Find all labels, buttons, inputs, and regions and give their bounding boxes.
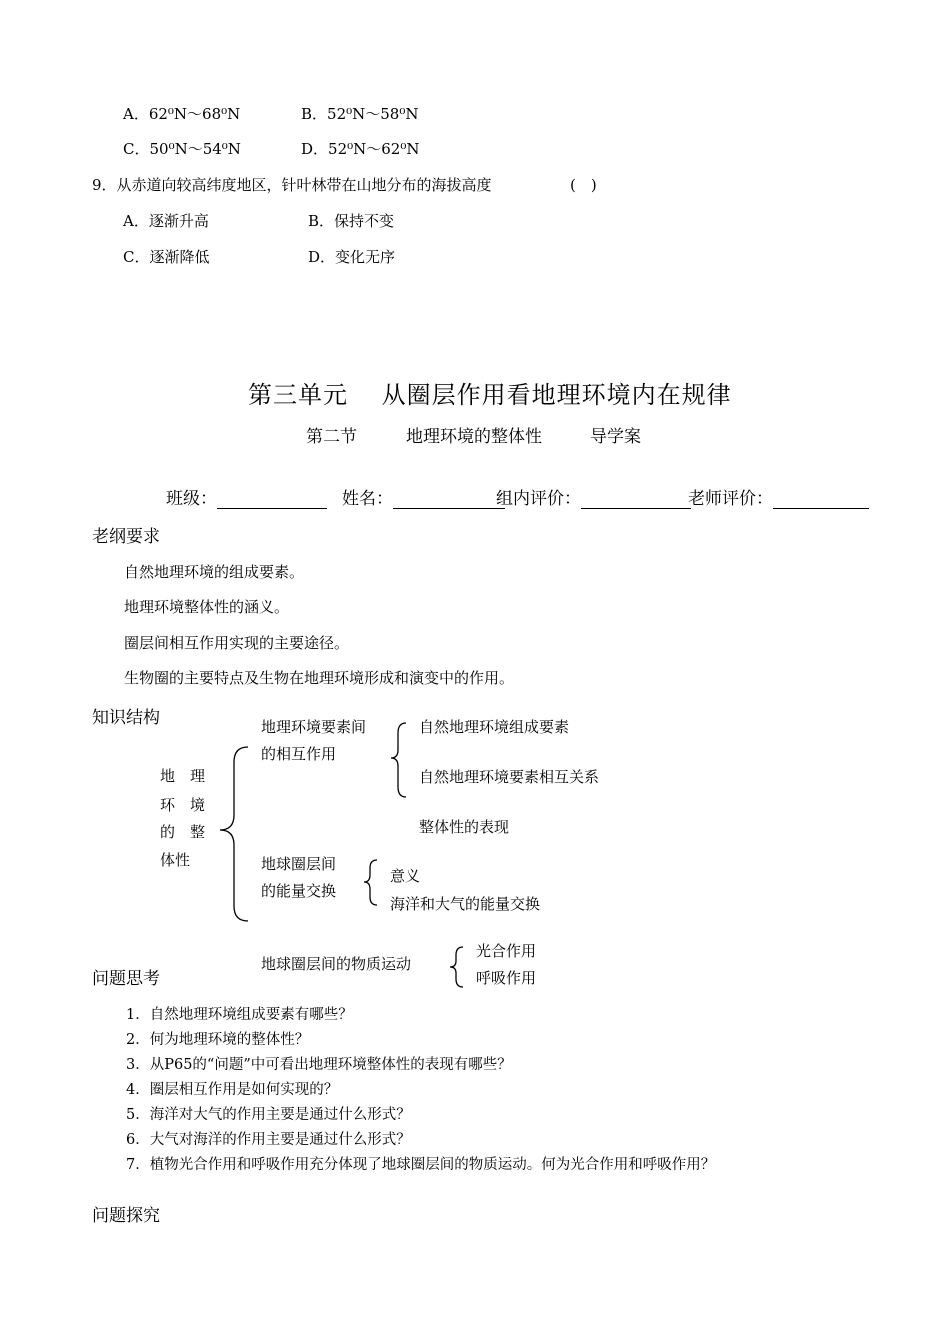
branch1-item: 整体性的表现 xyxy=(419,818,510,836)
knowledge-heading: 知识结构 xyxy=(92,708,160,728)
question-item: 3．从P65的“问题”中可看出地理环境整体性的表现有哪些？ xyxy=(126,1057,512,1073)
q8-option-b: B．52⁰N～58⁰N xyxy=(301,105,419,123)
question-item: 7．植物光合作用和呼吸作用充分体现了地球圈层间的物质运动。何为光合作用和呼吸作用？ xyxy=(126,1157,716,1173)
question-item: 6．大气对海洋的作用主要是通过什么形式？ xyxy=(126,1132,411,1148)
q9-answer-paren: ( ) xyxy=(570,176,597,194)
branch3-item: 光合作用 xyxy=(476,942,537,960)
branch3-item: 呼吸作用 xyxy=(476,969,537,987)
root-line-2: 环 境 xyxy=(160,796,206,814)
branch2-item: 海洋和大气的能量交换 xyxy=(390,895,541,913)
document-type: 导学案 xyxy=(590,427,641,447)
q9-stem: 9．从赤道向较高纬度地区，针叶林带在山地分布的海拔高度 xyxy=(92,176,492,194)
section-label: 第二节 xyxy=(306,427,357,447)
question-item: 4．圈层相互作用是如何实现的？ xyxy=(126,1082,339,1098)
branch3-label: 地球圈层间的物质运动 xyxy=(261,955,412,973)
brace-branch3 xyxy=(450,947,463,987)
brace-branch2 xyxy=(364,860,377,905)
q8-option-c: C．50⁰N～54⁰N xyxy=(123,140,241,158)
questions-heading: 问题思考 xyxy=(92,969,160,989)
section-topic: 地理环境的整体性 xyxy=(406,427,542,447)
syllabus-item: 地理环境整体性的涵义。 xyxy=(124,598,290,616)
branch2-item: 意义 xyxy=(390,867,421,885)
name-label: 姓名： xyxy=(342,489,393,509)
branch1-line-2: 的相互作用 xyxy=(261,745,337,763)
branch1-item: 自然地理环境组成要素 xyxy=(419,718,570,736)
branch1-item: 自然地理环境要素相互关系 xyxy=(419,768,600,786)
root-line-4: 体性 xyxy=(160,851,191,869)
brace-branch1 xyxy=(391,723,406,797)
question-item: 5．海洋对大气的作用主要是通过什么形式？ xyxy=(126,1107,411,1123)
teacher-label: 老师评价： xyxy=(688,489,773,509)
syllabus-item: 生物圈的主要特点及生物在地理环境形成和演变中的作用。 xyxy=(124,669,515,687)
explore-heading: 问题探究 xyxy=(92,1206,160,1226)
question-item: 1．自然地理环境组成要素有哪些？ xyxy=(126,1007,353,1023)
root-line-3: 的 整 xyxy=(160,823,206,841)
question-item: 2．何为地理环境的整体性？ xyxy=(126,1032,310,1048)
brace-root xyxy=(220,747,248,921)
branch2-line-1: 地球圈层间 xyxy=(261,855,337,873)
q8-option-a: A．62⁰N～68⁰N xyxy=(123,105,241,123)
class-label: 班级： xyxy=(166,489,217,509)
branch2-line-2: 的能量交换 xyxy=(261,882,337,900)
syllabus-item: 圈层间相互作用实现的主要途径。 xyxy=(124,634,350,652)
q9-option-a: A．逐渐升高 xyxy=(123,212,209,230)
group-label: 组内评价： xyxy=(496,489,581,509)
q9-option-c: C．逐渐降低 xyxy=(123,248,210,266)
syllabus-heading: 老纲要求 xyxy=(92,527,160,547)
q9-option-d: D．变化无序 xyxy=(308,248,396,266)
syllabus-item: 自然地理环境的组成要素。 xyxy=(124,563,305,581)
q9-option-b: B．保持不变 xyxy=(308,212,395,230)
root-line-1: 地 理 xyxy=(160,767,206,785)
branch1-line-1: 地理环境要素间 xyxy=(261,718,367,736)
unit-title: 第三单元 从圈层作用看地理环境内在规律 xyxy=(248,381,732,409)
q8-option-d: D．52⁰N～62⁰N xyxy=(301,140,420,158)
